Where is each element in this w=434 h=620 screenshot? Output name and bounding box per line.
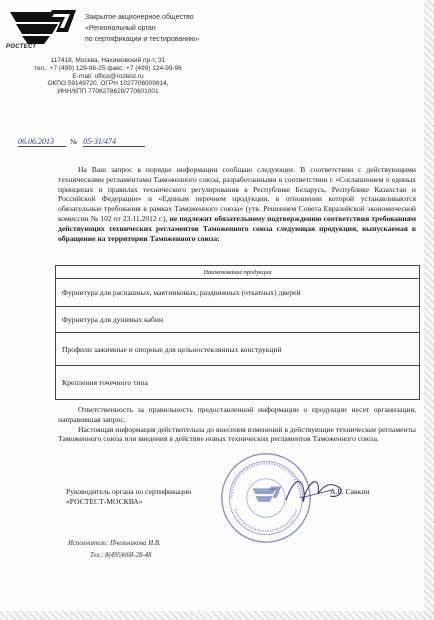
table-row: Профили зажимные и опорные для цельностеклянных конструкций [56, 332, 419, 365]
table-header: Наименование продукции [203, 268, 272, 276]
body-paragraph [58, 165, 416, 243]
logo-caption: РОСТЕСТ [6, 44, 37, 50]
validity-paragraph: Настоящая информация действительна до внесения изменений в действующие технические регламенты Таможенного союза или введения в действие новых технических регламентов Таможенного союза. [58, 424, 416, 444]
signatory-name: А.Б. Савкин [330, 487, 370, 496]
product-table [55, 265, 420, 400]
body-bold-text: не подлежит обязательному подтверждению соответствия требованиям действующих технических регламентов Таможенного союза следующая продукция, выпускаемая в обращение на территории Таможенного союза: [58, 213, 416, 243]
rostest-logo-icon [8, 8, 78, 48]
contact-line: E-mail: office@rostest.ru [72, 72, 144, 80]
contact-line: 117418, Москва, Нахимовский пр-т, 31 [50, 57, 166, 64]
table-row: Крепления точечного типа [56, 365, 419, 399]
contact-details [8, 57, 208, 96]
org-line: по сертификации и тестированию» [85, 36, 200, 43]
contact-line: тел.: +7 (499) 129-86-25 факс: +7 (499) 124-99-96 [34, 64, 182, 72]
outgoing-reference [18, 137, 145, 147]
letter-body [58, 165, 416, 243]
signatory-title [66, 487, 191, 506]
contact-line: ИНН/КПП 7706278628/770601001 [57, 88, 159, 96]
closing-text [58, 405, 416, 444]
outgoing-number: 05-31/474 [83, 137, 145, 147]
outgoing-date: 06.06.2013 [18, 137, 66, 147]
number-label: № [70, 137, 78, 146]
table-row: Фурнитура для распашных, маятниковых, раздвижных (откатных) дверей [56, 278, 419, 306]
org-line: «Региональный орган [85, 25, 156, 32]
executor-phone: Тел.: 8(495)668-28-48 [90, 552, 152, 559]
signatory-title-line: «РОСТЕСТ-МОСКВА» [66, 496, 143, 506]
organization-name [85, 12, 199, 45]
org-line: Закрытое акционерное общество [85, 14, 194, 21]
contact-line: ОКПО 59149720, ОГРН 1027706009814, [47, 80, 169, 88]
executor-line: Исполнитель: Пчельникова И.В. [68, 540, 161, 547]
table-row: Фурнитура для душевых кабин [56, 306, 419, 332]
body-text: На Ваш запрос в порядке информации сообщаю следующее. В соответствии с действующими техническими регламентами Таможенного союза, разработанными в соответствии с «Соглашением о единых принципах и правилах технического регулирования в Республике Беларусь, Республике Казахстан и Российской Федерации» и «Единым перечнем продукции, в отношении которой устанавливаются обязательные требования в рамках Таможенного союза» (утв. Решением Совета Евразийской экономической комиссии № 102 от 23.11.2012 г.), [58, 165, 416, 223]
responsibility-paragraph: Ответственность за правильность предоставленной информации о продукции несет организация, направившая запрос. [58, 405, 416, 424]
page-edge-pattern [424, 0, 434, 620]
signatory-title-line: Руководитель органа по сертификации [66, 487, 192, 496]
page-bottom-pattern [0, 611, 434, 620]
